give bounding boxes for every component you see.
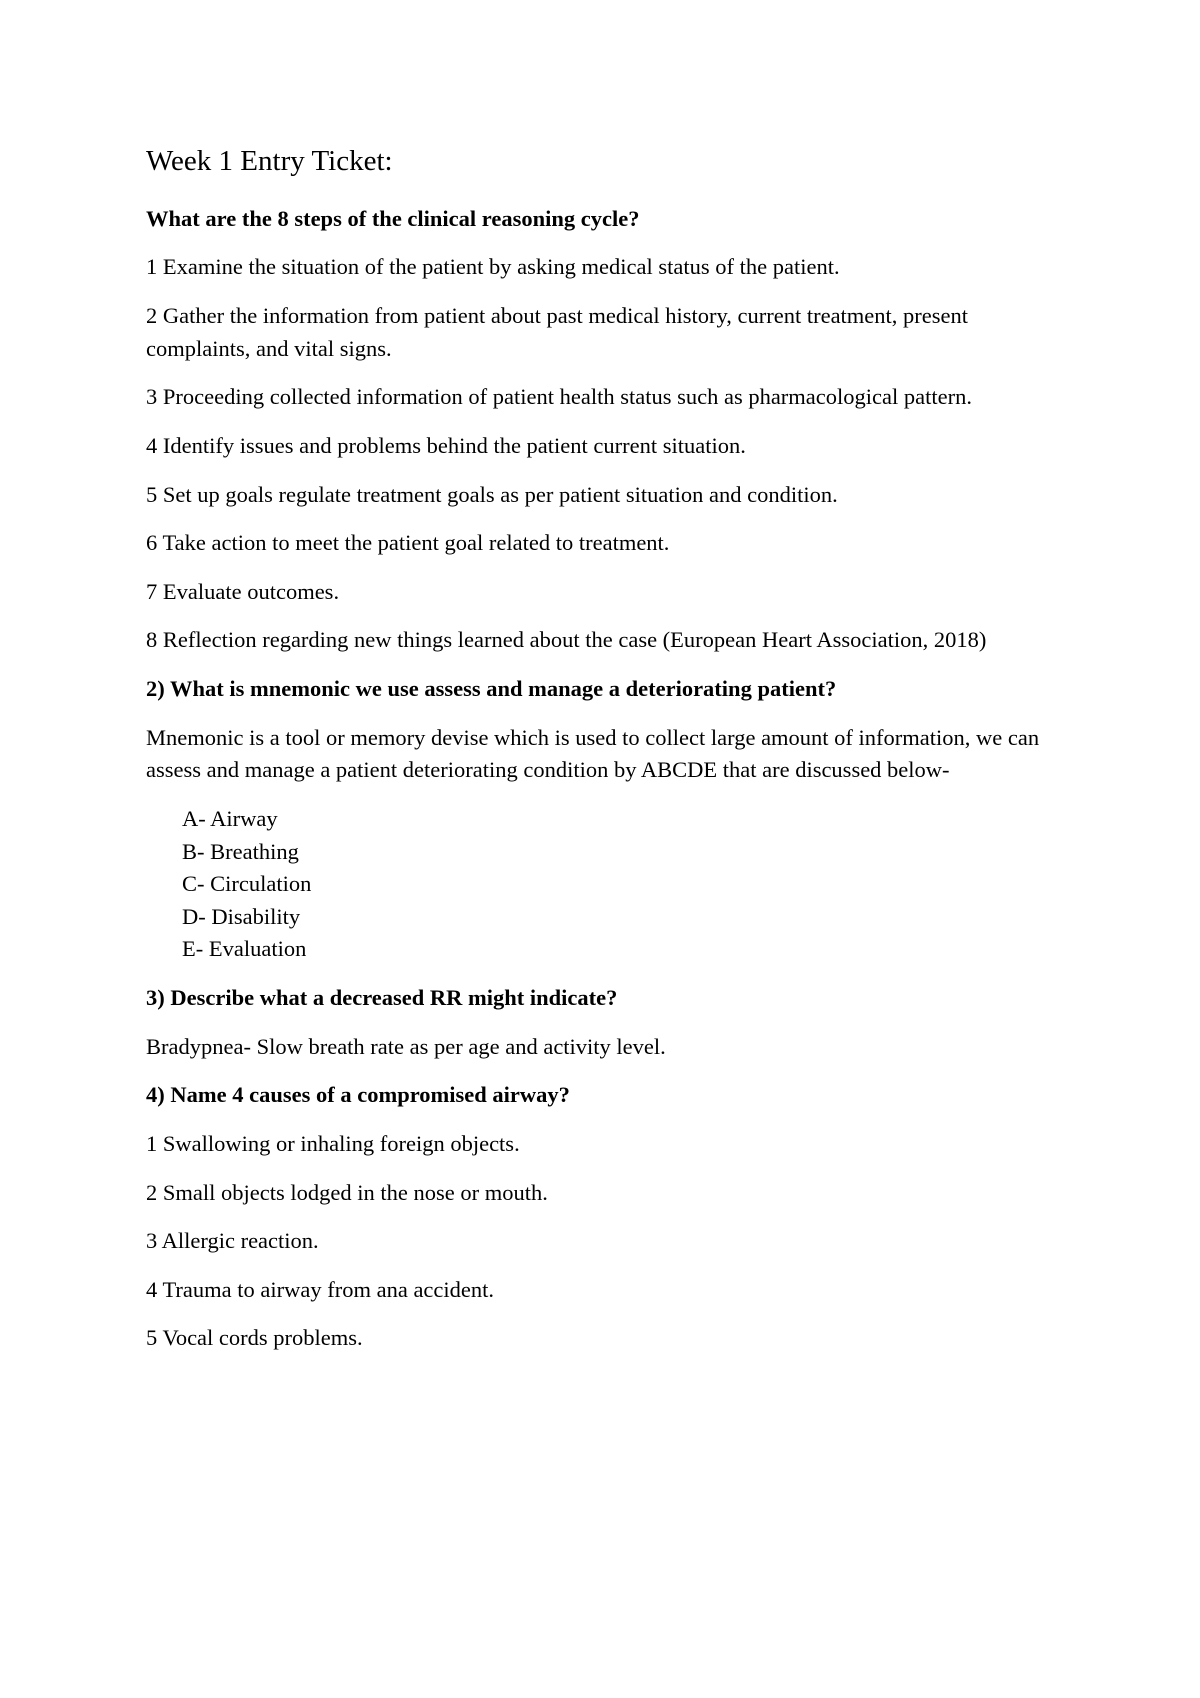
answer-paragraph: 1 Examine the situation of the patient by asking medical status of the patient. [146, 254, 840, 280]
list-item: D- Disability [182, 903, 301, 929]
question-4: 4) Name 4 causes of a compromised airway? [146, 1082, 570, 1108]
list-item: B- Breathing [182, 838, 299, 864]
question-2: 2) What is mnemonic we use assess and manage a deteriorating patient? [146, 676, 837, 702]
answer-paragraph: 2 Small objects lodged in the nose or mouth. [146, 1179, 548, 1205]
list-item: E- Evaluation [182, 936, 307, 962]
answer-paragraph: 3 Proceeding collected information of patient health status such as pharmacological pattern. [146, 384, 972, 410]
question-3: 3) Describe what a decreased RR might indicate? [146, 985, 618, 1011]
answer-paragraph: Bradypnea- Slow breath rate as per age and activity level. [146, 1033, 666, 1059]
answer-paragraph: 5 Vocal cords problems. [146, 1325, 363, 1351]
question-1: What are the 8 steps of the clinical reasoning cycle? [146, 205, 640, 231]
answer-paragraph: 6 Take action to meet the patient goal related to treatment. [146, 530, 670, 556]
list-item: A- Airway [182, 805, 278, 831]
answer-paragraph: 3 Allergic reaction. [146, 1228, 319, 1254]
answer-paragraph: 5 Set up goals regulate treatment goals as per patient situation and condition. [146, 481, 838, 507]
document-page [146, 144, 1076, 1371]
list-item: C- Circulation [182, 871, 312, 897]
answer-paragraph: 1 Swallowing or inhaling foreign objects. [146, 1130, 520, 1156]
answer-paragraph: 4 Identify issues and problems behind the patient current situation. [146, 432, 746, 458]
answer-paragraph: 4 Trauma to airway from ana accident. [146, 1276, 495, 1302]
answer-paragraph: Mnemonic is a tool or memory devise which is used to collect large amount of information, we can assess and manage a patient deteriorating condition by ABCDE that are discussed below- [146, 724, 1040, 783]
document-title: Week 1 Entry Ticket: [146, 145, 393, 177]
answer-paragraph: 7 Evaluate outcomes. [146, 578, 340, 604]
answer-paragraph: 2 Gather the information from patient about past medical history, current treatment, present complaints, and vital signs. [146, 303, 969, 361]
answer-paragraph: 8 Reflection regarding new things learned about the case (European Heart Association, 2018) [146, 627, 987, 653]
abcde-list [146, 803, 1076, 966]
